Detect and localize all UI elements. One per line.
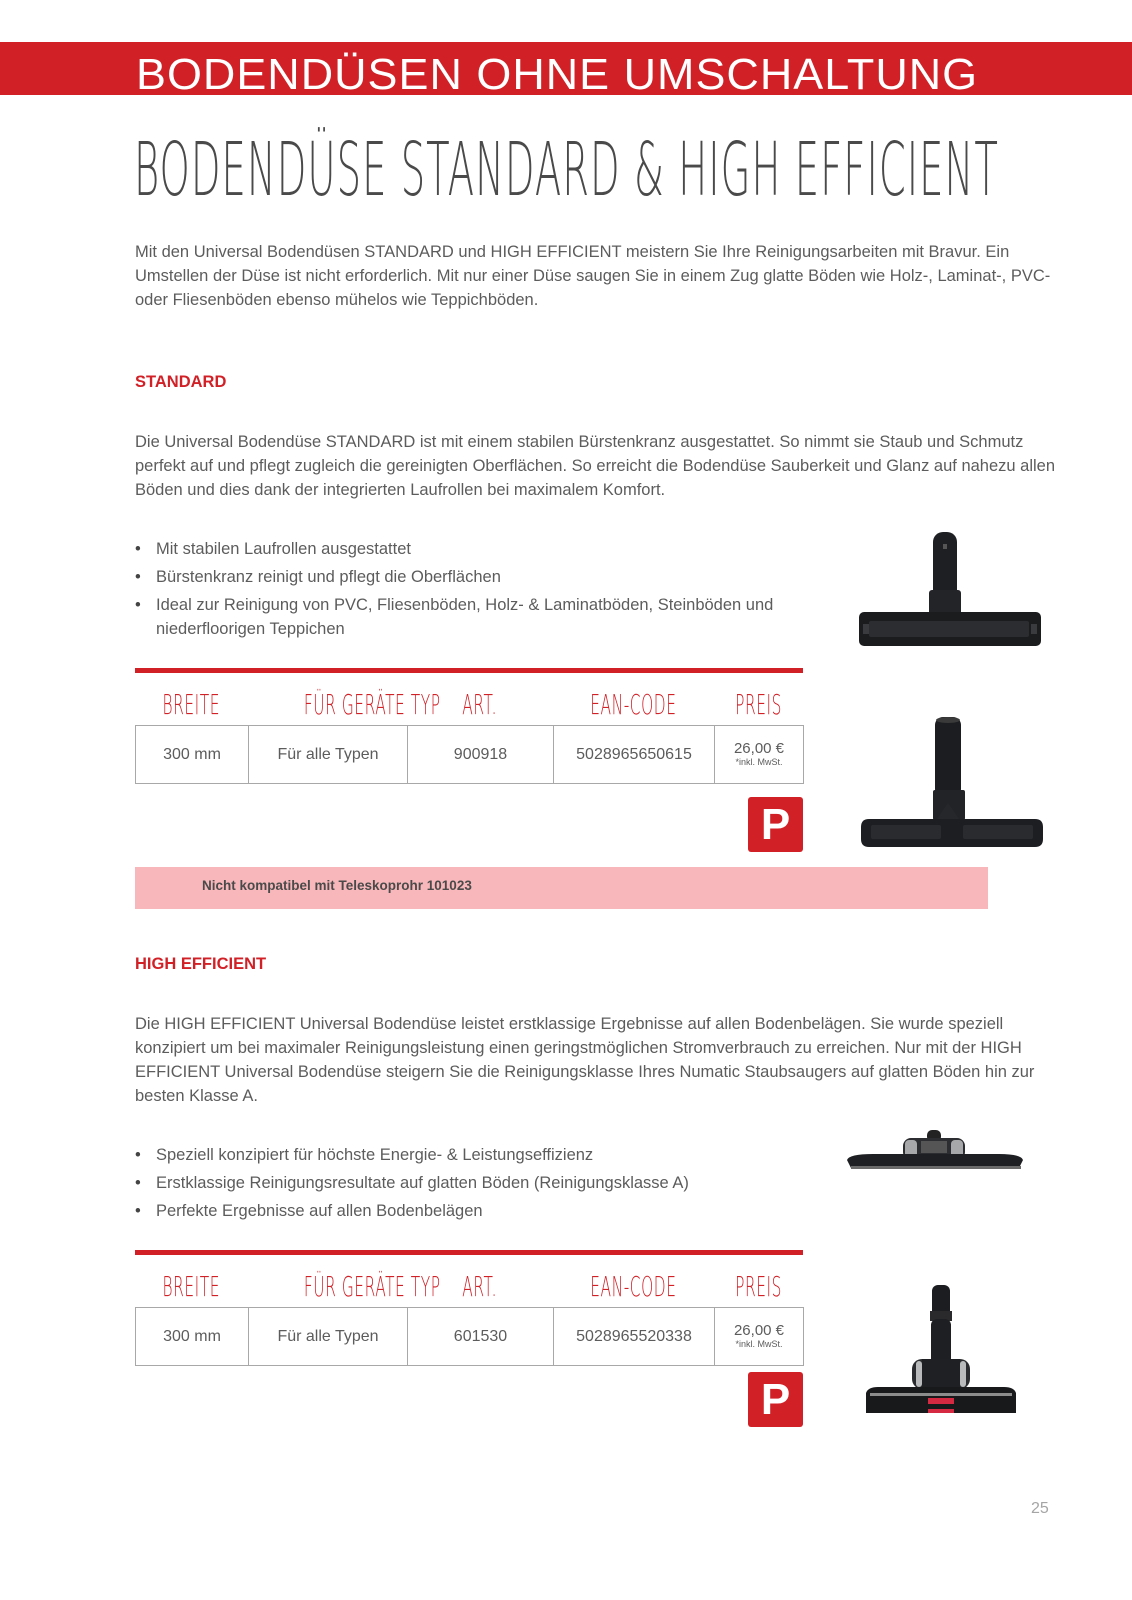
list-item: • Speziell konzipiert für höchste Energie- & Leistungseffizienz xyxy=(135,1143,836,1167)
column-header-breite: BREITE xyxy=(162,688,221,721)
page-number: 25 xyxy=(1031,1500,1049,1517)
high-efficient-heading: HIGH EFFICIENT xyxy=(135,955,267,973)
standard-nozzle-image xyxy=(855,528,1045,648)
list-item: • Erstklassige Reinigungsresultate auf glatten Böden (Reinigungsklasse A) xyxy=(135,1171,836,1195)
column-header-ean: EAN-CODE xyxy=(590,688,677,721)
standard-heading: STANDARD xyxy=(135,373,227,391)
page-title: BODENDÜSE STANDARD & HIGH EFFICIENT xyxy=(134,127,999,213)
high-efficient-description: Die HIGH EFFICIENT Universal Bodendüse leistet erstklassige Ergebnisse auf allen Bodenbelägen. Sie wurde speziell konzipiert um bei maximaler Reinigungsleistung einen geringstmöglichen Stromverbrauch zu erreichen. Nur mit der HIGH EFFICIENT Universal Bodendüse steigern Sie die Reinigungsklasse Ihres Numatic Staubsaugers auf glatten Böden hin zur besten Klasse A. xyxy=(135,1015,1035,1105)
list-item: • Bürstenkranz reinigt und pflegt die Oberflächen xyxy=(135,565,836,589)
table-divider xyxy=(135,668,803,673)
cell-typ: Für alle Typen xyxy=(249,1308,408,1366)
column-header-breite: BREITE xyxy=(162,1270,221,1303)
intro-paragraph: Mit den Universal Bodendüsen STANDARD und HIGH EFFICIENT meistern Sie Ihre Reinigungsarbeiten mit Bravur. Ein Umstellen der Düse ist nicht erforderlich. Mit nur einer Düse saugen Sie in einem Zug glatte Böden wie Holz-, Laminat-, PVC- oder Fliesenböden ebenso mühelos wie Teppichböden. xyxy=(135,243,1051,309)
high-efficient-table-header xyxy=(135,1270,803,1306)
high-efficient-nozzle-side-image xyxy=(843,1128,1028,1178)
cell-art: 900918 xyxy=(408,726,554,784)
high-efficient-feature-list xyxy=(135,1143,836,1227)
cell-ean: 5028965520338 xyxy=(554,1308,715,1366)
price-note: *inkl. MwSt. xyxy=(735,1339,783,1349)
list-item: • Perfekte Ergebnisse auf allen Bodenbelägen xyxy=(135,1199,836,1223)
table-divider xyxy=(135,1250,803,1255)
list-item: • Ideal zur Reinigung von PVC, Fliesenböden, Holz- & Laminatböden, Steinböden und niederfloorigen Teppichen xyxy=(135,593,836,641)
cell-preis xyxy=(715,1308,804,1366)
cell-typ: Für alle Typen xyxy=(249,726,408,784)
table-row xyxy=(136,726,804,784)
column-header-typ: FÜR GERÄTE TYP xyxy=(303,1270,441,1303)
standard-feature-list xyxy=(135,537,836,645)
cell-breite: 300 mm xyxy=(136,726,249,784)
standard-table-header xyxy=(135,688,803,724)
high-efficient-spec-table xyxy=(135,1307,804,1366)
table-row xyxy=(136,1308,804,1366)
price-value: 26,00 € xyxy=(733,1322,785,1339)
column-header-typ: FÜR GERÄTE TYP xyxy=(303,688,441,721)
high-efficient-nozzle-front-image xyxy=(858,1283,1023,1418)
cell-ean: 5028965650615 xyxy=(554,726,715,784)
price-value: 26,00 € xyxy=(733,740,785,757)
header-band xyxy=(0,42,1132,95)
column-header-art: ART. xyxy=(462,688,498,721)
cell-preis xyxy=(715,726,804,784)
cell-art: 601530 xyxy=(408,1308,554,1366)
compatibility-notice xyxy=(135,867,988,909)
standard-description: Die Universal Bodendüse STANDARD ist mit einem stabilen Bürstenkranz ausgestattet. So nimmt sie Staub und Schmutz perfekt auf und pflegt zugleich die gereinigten Oberflächen. So erreicht die Bodendüse Sauberkeit und Glanz auf nahezu allen Böden und dies dank der integrierten Laufrollen bei maximalem Komfort. xyxy=(135,433,1056,499)
column-header-art: ART. xyxy=(462,1270,498,1303)
p-badge-icon: P xyxy=(748,797,803,852)
p-badge-icon: P xyxy=(748,1372,803,1427)
price-note: *inkl. MwSt. xyxy=(735,757,783,767)
standard-spec-table xyxy=(135,725,804,784)
column-header-preis: PREIS xyxy=(735,688,782,721)
cell-breite: 300 mm xyxy=(136,1308,249,1366)
list-item: • Mit stabilen Laufrollen ausgestattet xyxy=(135,537,836,561)
standard-nozzle-top-image xyxy=(855,715,1050,855)
column-header-preis: PREIS xyxy=(735,1270,782,1303)
column-header-ean: EAN-CODE xyxy=(590,1270,677,1303)
notice-text: Nicht kompatibel mit Teleskoprohr 101023 xyxy=(202,878,472,893)
section-band-title: BODENDÜSEN OHNE UMSCHALTUNG xyxy=(136,50,979,95)
